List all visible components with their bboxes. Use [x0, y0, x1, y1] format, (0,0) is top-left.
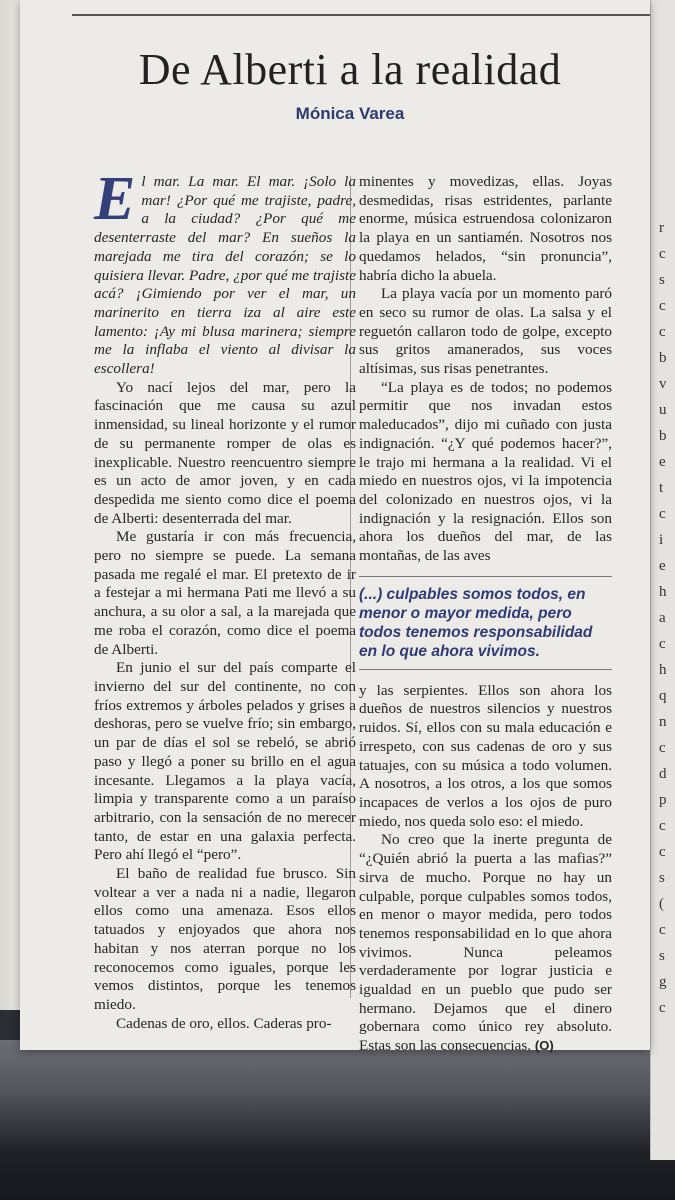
opening-text: l mar. La mar. El mar. ¡Solo la mar! ¿Por qué me trajiste, padre, a la ciudad? ¿Por qué me desenterraste del mar? En sueños la marejada me tira del corazón; se lo quisiera llevar. Padre, ¿por qué me trajiste acá? ¡Gimiendo por ver el mar, un marinerito en tierra iza al aire este lamento: ¡Ay mi blusa marinera; siempre me la inflaba el viento al divisar la escollera! — [94, 173, 356, 378]
adjacent-page-fragment: c — [659, 922, 666, 938]
paragraph: Cadenas de oro, ellos. Caderas pro- — [116, 1014, 332, 1032]
opening-paragraph — [94, 165, 356, 379]
adjacent-page — [650, 0, 675, 1160]
paragraph: minentes y movedizas, ellas. Joyas desmedidas, risas estridentes, parlante enorme, música estruendosa colonizaron la playa en un santiamén. Nosotros nos quedamos helados, “sin pronuncia”, habría dicho la abuela. — [359, 173, 612, 284]
adjacent-page-fragment: s — [659, 870, 665, 886]
adjacent-page-fragment: c — [659, 506, 666, 522]
adjacent-page-fragment: s — [659, 272, 665, 288]
adjacent-page-fragment: c — [659, 246, 666, 262]
adjacent-page-fragment: c — [659, 740, 666, 756]
paragraph: Me gustaría ir con más frecuencia, pero no siempre se puede. La semana pasada me regalé el mar. El pretexto de ir a festejar a mi hermana Pati me llevó a su anchura, a su olor a sal, a la marejada que me roba el corazón, como dice el poema de Alberti. — [94, 528, 356, 658]
adjacent-page-fragment: h — [659, 662, 667, 678]
desk-surface — [0, 1040, 675, 1200]
closing-paragraph — [359, 831, 612, 1055]
end-mark: (O) — [534, 1038, 554, 1054]
underlying-page-edge — [0, 0, 22, 1010]
adjacent-page-fragment: h — [659, 584, 667, 600]
column-left — [94, 165, 356, 1033]
article-author: Mónica Varea — [295, 104, 405, 123]
adjacent-page-fragment: c — [659, 636, 666, 652]
adjacent-page-fragment: g — [659, 974, 667, 990]
adjacent-page-fragment: i — [659, 532, 664, 548]
paragraph: En junio el sur del país comparte el invierno del sur del continente, no con fríos extremos y árboles pelados y grises a deshoras, pero se vuelve frío; sin embargo, un par de días el sol se rebeló, se abrió paso y llegó a poner su brillo en el agua incesante. Llegamos a la playa vacía, limpia y transparente como a un paraíso arbitrario, con la sensación de no merecer tanto, de estar en una galaxia perfecta. Pero ahí llegó el “pero”. — [94, 659, 356, 864]
adjacent-page-fragment: s — [659, 948, 665, 964]
adjacent-page-fragment: d — [659, 766, 667, 782]
closing-text: No creo que la inerte pregunta de “¿Quién abrió la puerta a las mafias?” sirva de mucho. Porque no hay un culpable, porque culpables somos todos, en menor o mayor medida, pero todos tenemos responsabilidad en lo que ahora vivimos. Nunca peleamos verdaderamente por lograr justicia e igualdad en un pueblo que pudo ser hermano. Dejamos que el dinero gobernara como único rey absoluto. Estas son las consecuencias. — [359, 831, 612, 1055]
adjacent-page-fragment: u — [659, 402, 667, 418]
adjacent-page-fragment: v — [659, 376, 667, 392]
column-right — [359, 173, 612, 1056]
adjacent-page-fragment: c — [659, 298, 666, 314]
pull-quote: (...) culpables somos todos, en menor o mayor medida, pero todos tenemos responsabilidad en lo que ahora vivimos. — [359, 576, 612, 670]
adjacent-page-fragment: r — [659, 220, 664, 236]
adjacent-page-fragment: ( — [659, 896, 664, 912]
adjacent-page-fragment: a — [659, 610, 666, 626]
header-rule — [72, 14, 650, 16]
paragraph: y las serpientes. Ellos son ahora los dueños de nuestros silencios y nuestros ruidos. Sí, ellos con su mala educación e irrespeto, con sus cadenas de oro y sus tatuajes, con su música a todo volumen. A nosotros, a los otros, a los que somos incapaces de verlos a los ojos de puro miedo, nos queda solo eso: el miedo. — [359, 681, 612, 830]
adjacent-page-fragment: b — [659, 428, 667, 444]
paragraph: La playa vacía por un momento paró en seco su rumor de olas. La salsa y el reguetón callaron todo de golpe, excepto sus gritos amanerados, sus voces altísimas, sus risas penetrantes. — [359, 285, 612, 378]
article-title: De Alberti a la realidad — [138, 45, 562, 94]
adjacent-page-fragment: c — [659, 818, 666, 834]
adjacent-page-fragment: c — [659, 844, 666, 860]
adjacent-page-fragment: e — [659, 558, 666, 574]
adjacent-page-fragment: n — [659, 714, 667, 730]
paragraph: “La playa es de todos; no podemos permitir que nos invadan estos maleducados”, dijo mi cuñado con justa indignación. “¿Y qué podemos hacer?”, le trajo mi hermana a la realidad. Vi el miedo en nuestros ojos, vi la impotencia del colonizado en nuestros ojos, vi la indignación y la resignación. Ellos son ahora los dueños del mar, de las montañas, de las aves — [359, 378, 612, 565]
adjacent-page-fragment: p — [659, 792, 667, 808]
adjacent-page-fragment: e — [659, 454, 666, 470]
adjacent-page-fragment: c — [659, 1000, 666, 1016]
adjacent-page-fragment: b — [659, 350, 667, 366]
paragraph: El baño de realidad fue brusco. Sin voltear a ver a nada ni a nadie, llegaron ellos como una amenaza. Esos ellos tatuados y enjoyados que ahora nos habitan y nos aterran porque no los reconocemos como iguales, porque les vemos distintos, porque les tenemos miedo. — [94, 865, 356, 1013]
adjacent-page-fragment: t — [659, 480, 664, 496]
paragraph: Yo nací lejos del mar, pero la fascinación que me causa su azul inmensidad, su lineal horizonte y el rumor de su permanente romper de olas es inexplicable. Nuestro reencuentro siempre es un acto de amor joven, y en cada despedida me siento como dice el poema de Alberti: desenterrada del mar. — [94, 378, 356, 527]
drop-cap: E — [94, 165, 136, 233]
adjacent-page-fragment: c — [659, 324, 666, 340]
adjacent-page-fragment: q — [659, 688, 667, 704]
